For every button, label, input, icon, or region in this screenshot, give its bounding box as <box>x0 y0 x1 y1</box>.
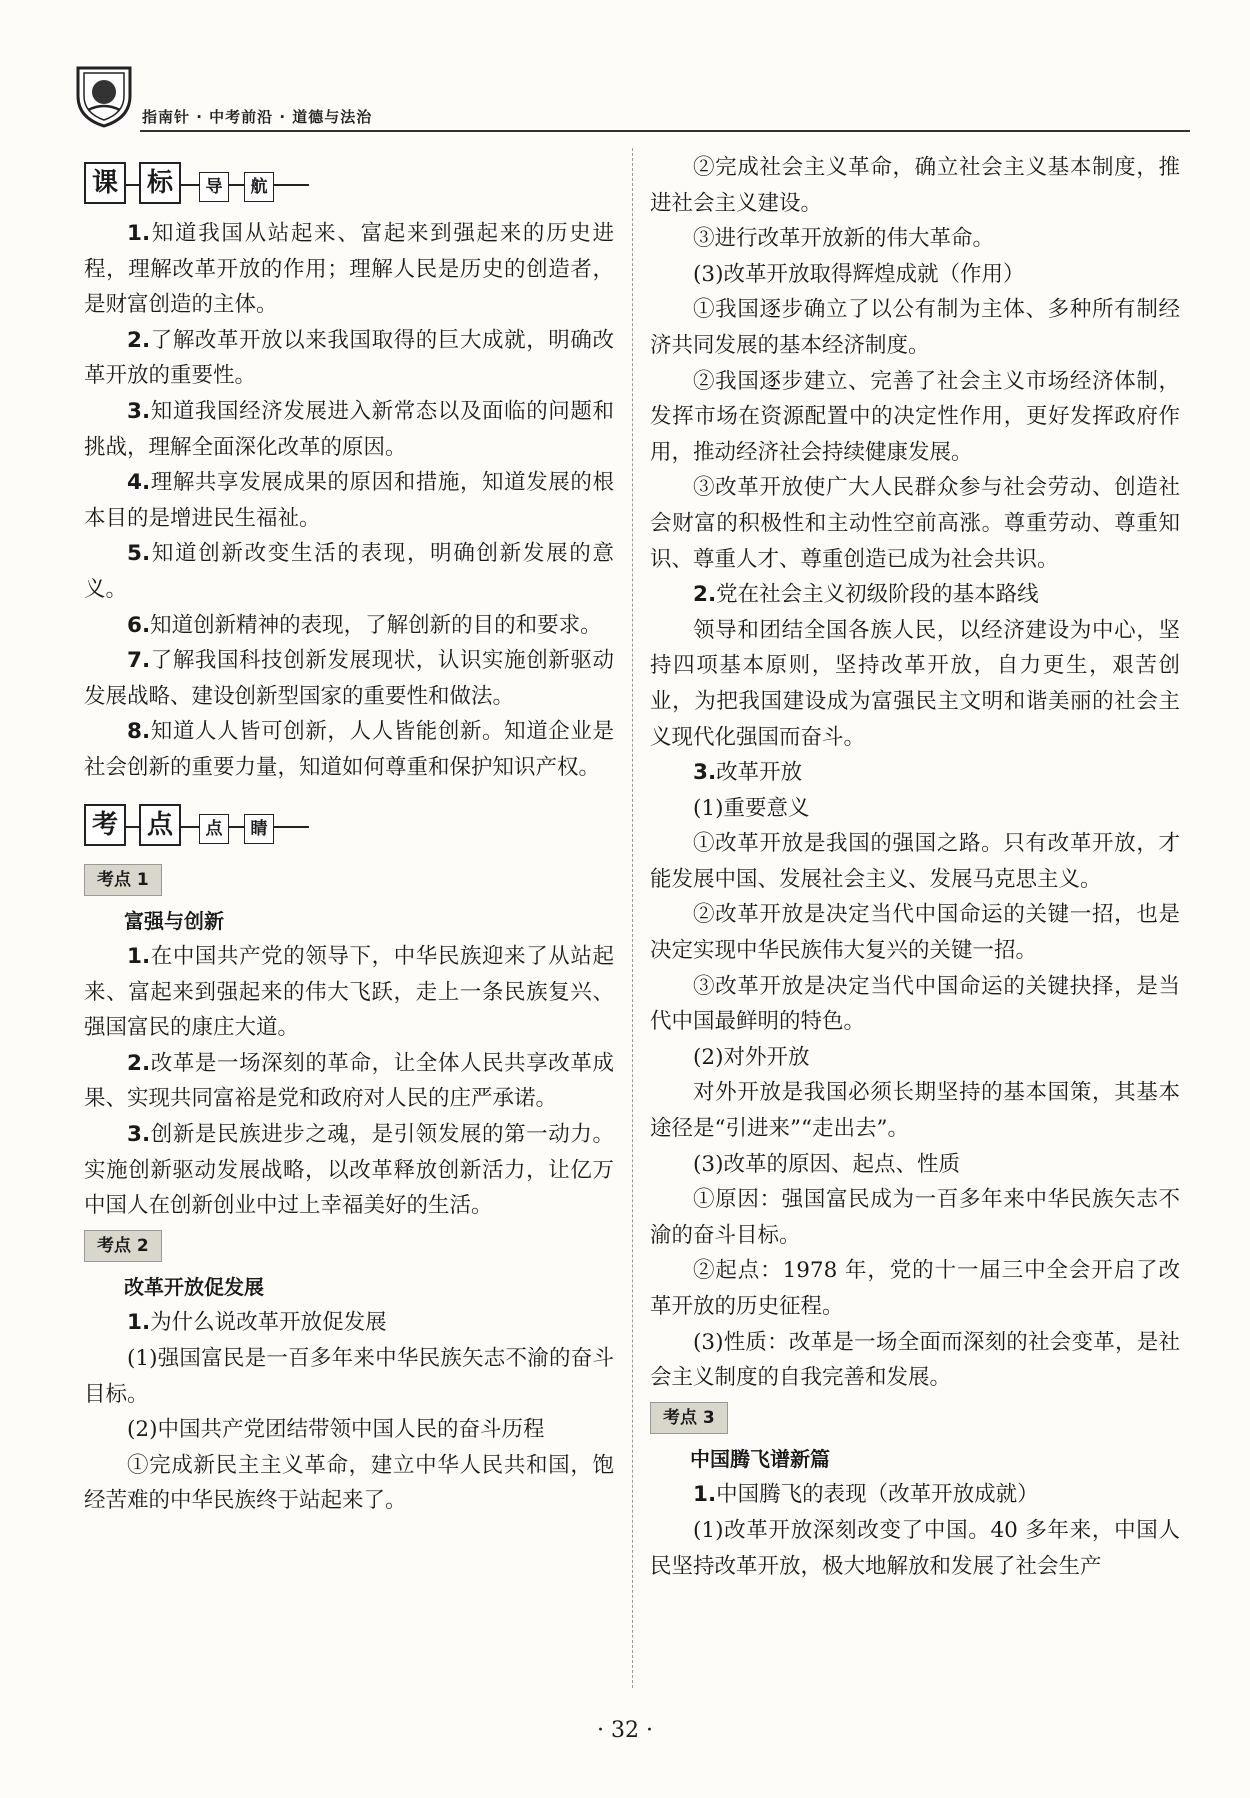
list-item: 2.党在社会主义初级阶段的基本路线 <box>693 582 1039 608</box>
kaodian-badge: 考点 2 <box>84 1230 162 1262</box>
kaodian-badge: 考点 1 <box>84 864 162 896</box>
right-column <box>650 150 1180 1584</box>
section-kaodian-dianjing <box>84 800 614 846</box>
list-item: (2)中国共产党团结带领中国人民的奋斗历程 <box>127 1417 545 1443</box>
list-item: (3)性质：改革是一场全面而深刻的社会变革，是社会主义制度的自我完善和发展。 <box>650 1329 1180 1391</box>
list-item: ②完成社会主义革命，确立社会主义基本制度，推进社会主义建设。 <box>650 155 1180 216</box>
section-kebiao-daohang <box>84 158 614 204</box>
left-column <box>84 150 614 1519</box>
list-item: 2.了解改革开放以来我国取得的巨大成就，明确改革开放的重要性。 <box>84 327 614 389</box>
header-rule <box>140 130 1190 132</box>
list-item: 1.为什么说改革开放促发展 <box>127 1310 387 1336</box>
list-item: 3.知道我国经济发展进入新常态以及面临的问题和挑战，理解全面深化改革的原因。 <box>84 398 614 460</box>
kaodian-title: 中国腾飞谱新篇 <box>690 1446 830 1471</box>
section-char: 导 <box>199 172 229 202</box>
section-char: 睛 <box>244 814 274 844</box>
list-item: 7.了解我国科技创新发展现状，认识实施创新驱动发展战略、建设创新型国家的重要性和做法。 <box>84 648 614 709</box>
list-item: ②改革开放是决定当代中国命运的关键一招，也是决定实现中华民族伟大复兴的关键一招。 <box>650 902 1180 964</box>
kebiao-list <box>84 216 614 786</box>
list-item: ②起点：1978 年，党的十一届三中全会开启了改革开放的历史征程。 <box>650 1258 1180 1319</box>
column-divider <box>632 148 633 1688</box>
list-item: 3.改革开放 <box>693 760 803 786</box>
list-item: 1.中国腾飞的表现（改革开放成就） <box>693 1482 1039 1508</box>
list-item: ①改革开放是我国的强国之路。只有改革开放，才能发展中国、发展社会主义、发展马克思主义。 <box>650 831 1180 892</box>
kaodian-title: 富强与创新 <box>124 908 224 933</box>
kaodian-badge: 考点 3 <box>650 1402 728 1434</box>
list-item: ②我国逐步建立、完善了社会主义市场经济体制，发挥市场在资源配置中的决定性作用，更好发挥政府作用，推动经济社会持续健康发展。 <box>650 368 1180 465</box>
list-item: 5.知道创新改变生活的表现，明确创新发展的意义。 <box>84 541 614 602</box>
section-char: 点 <box>139 804 181 846</box>
list-item: (3)改革的原因、起点、性质 <box>693 1151 960 1177</box>
list-item: ①我国逐步确立了以公有制为主体、多种所有制经济共同发展的基本经济制度。 <box>650 297 1180 358</box>
list-item: 8.知道人人皆可创新，人人皆能创新。知道企业是社会创新的重要力量，知道如何尊重和保护知识产权。 <box>84 719 614 780</box>
section-char: 考 <box>84 804 126 846</box>
section-char: 标 <box>139 162 181 204</box>
list-item: (3)改革开放取得辉煌成就（作用） <box>693 261 1025 287</box>
shield-logo-icon <box>70 62 138 130</box>
list-item: ①原因：强国富民成为一百多年来中华民族矢志不渝的奋斗目标。 <box>650 1187 1180 1248</box>
kaodian-title: 改革开放促发展 <box>124 1274 264 1299</box>
list-item: (1)改革开放深刻改变了中国。40 多年来，中国人民坚持改革开放，极大地解放和发展了社会生产 <box>650 1517 1180 1579</box>
list-item: 领导和团结全国各族人民，以经济建设为中心，坚持四项基本原则，坚持改革开放，自力更生，艰苦创业，为把我国建设成为富强民主文明和谐美丽的社会主义现代化强国而奋斗。 <box>650 617 1180 750</box>
list-item: 1.知道我国从站起来、富起来到强起来的历史进程，理解改革开放的作用；理解人民是历史的创造者，是财富创造的主体。 <box>84 221 614 318</box>
list-item: 6.知道创新精神的表现，了解创新的目的和要求。 <box>127 612 602 638</box>
section-char: 点 <box>199 814 229 844</box>
list-item: (1)强国富民是一百多年来中华民族矢志不渝的奋斗目标。 <box>84 1346 614 1407</box>
list-item: 1.在中国共产党的领导下，中华民族迎来了从站起来、富起来到强起来的伟大飞跃，走上一条民族复兴、强国富民的康庄大道。 <box>84 944 614 1041</box>
section-char: 课 <box>84 162 126 204</box>
page-number: · 32 · <box>597 1718 653 1743</box>
list-item: 2.改革是一场深刻的革命，让全体人民共享改革成果、实现共同富裕是党和政府对人民的庄严承诺。 <box>84 1050 614 1112</box>
list-item: ③改革开放使广大人民群众参与社会劳动、创造社会财富的积极性和主动性空前高涨。尊重劳动、尊重知识、尊重人才、尊重创造已成为社会共识。 <box>650 475 1180 572</box>
section-char: 航 <box>244 172 274 202</box>
list-item: ③进行改革开放新的伟大革命。 <box>693 226 995 252</box>
list-item: (1)重要意义 <box>693 795 810 821</box>
list-item: ①完成新民主主义革命，建立中华人民共和国，饱经苦难的中华民族终于站起来了。 <box>84 1452 614 1514</box>
list-item: 4.理解共享发展成果的原因和措施，知道发展的根本目的是增进民生福祉。 <box>84 470 614 531</box>
list-item: (2)对外开放 <box>693 1044 810 1070</box>
list-item: ③改革开放是决定当代中国命运的关键抉择，是当代中国最鲜明的特色。 <box>650 973 1180 1035</box>
page-header <box>70 62 1190 134</box>
list-item: 3.创新是民族进步之魂，是引领发展的第一动力。实施创新驱动发展战略，以改革释放创新活力，让亿万中国人在创新创业中过上幸福美好的生活。 <box>84 1122 614 1219</box>
list-item: 对外开放是我国必须长期坚持的基本国策，其基本途径是“引进来”“走出去”。 <box>650 1080 1180 1142</box>
header-title: 指南针 · 中考前沿 · 道德与法治 <box>142 108 373 126</box>
